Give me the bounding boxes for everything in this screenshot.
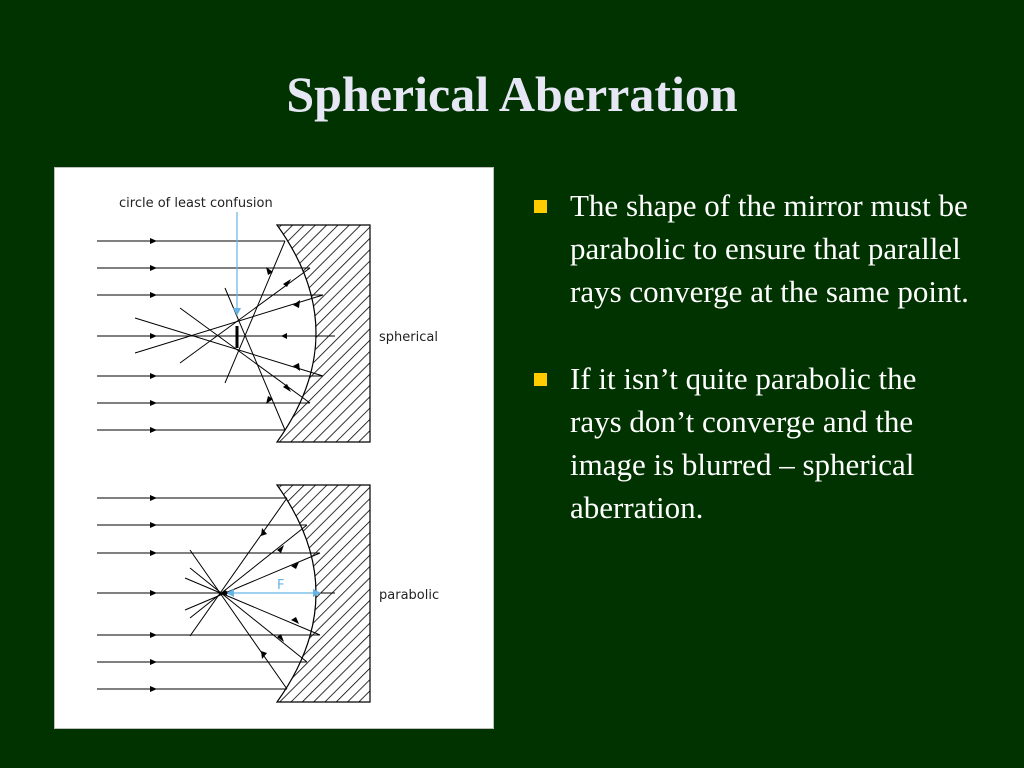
bullet-text-1: The shape of the mirror must be parabolic to ensure that parallel rays converge at the same point.: [570, 188, 969, 309]
bullet-square-icon: [534, 200, 547, 213]
slide-title: Spherical Aberration: [286, 66, 738, 122]
spherical-mirror: [277, 225, 370, 442]
bullet-list: [530, 184, 970, 573]
focus-label: F: [277, 578, 285, 593]
focal-point: [223, 591, 228, 596]
parabolic-label: parabolic: [379, 588, 440, 603]
bullet-square-icon: [534, 373, 547, 386]
bullet-item-1: [530, 184, 970, 313]
circle-of-least-confusion-label: circle of least confusion: [119, 196, 273, 211]
spherical-label: spherical: [379, 330, 438, 345]
pointer-arrowhead: [233, 308, 241, 316]
mirror-diagram: [54, 167, 494, 729]
bullet-text-2: If it isn’t quite parabolic the rays don’t converge and the image is blurred – spherical aberration.: [570, 361, 917, 525]
bullet-item-2: [530, 357, 970, 529]
mirror-diagram-svg: [55, 168, 495, 730]
